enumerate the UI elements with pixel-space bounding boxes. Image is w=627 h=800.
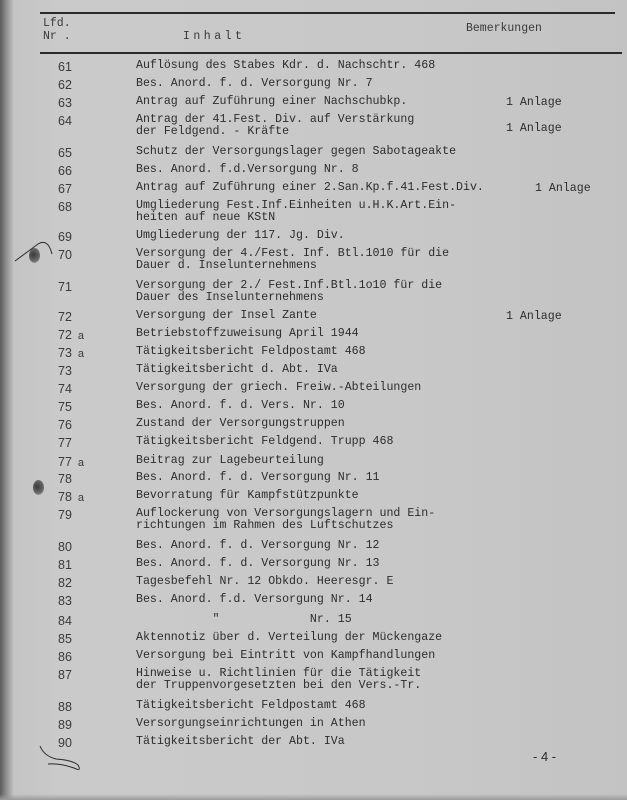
entry-number [58,650,98,664]
entry-content [136,248,449,272]
entry-content-line: Antrag auf Zuführung einer 2.San.Kp.f.41.Fest.Div. [136,181,484,194]
entry-content-line: Tätigkeitsbericht d. Abt. IVa [136,363,338,376]
entry-content-line: Auflösung des Stabes Kdr. d. Nachschtr. 468 [136,59,436,72]
entry-content-line: Tätigkeitsbericht Feldgend. Trupp 468 [136,435,394,448]
entry-content-line: Aktennotiz über d. Verteilung der Mückengaze [136,631,443,644]
entry-content [136,200,456,224]
entry-number-value: 63 [58,96,72,110]
entry-content-line: Dauer d. Inselunternehmens [136,259,317,272]
entry-number-value: 69 [58,230,72,244]
entry-content-line: Versorgung bei Eintritt von Kampfhandlungen [136,649,436,662]
entry-content-line: der Truppenvorgesetzten bei den Vers.-Tr. [136,679,422,692]
entry-content [136,96,407,108]
entry-number [58,96,98,110]
entry-number-value: 73 [58,346,72,360]
entry-number [58,310,98,324]
entry-content-line: " Nr. 15 [136,613,352,626]
entry-content [136,328,359,340]
entry-number-value: 87 [58,668,72,682]
entry-number-value: 80 [58,540,72,554]
entry-content-line: Bes. Anord. f. d. Versorgung Nr. 12 [136,539,380,552]
entry-number [58,382,98,396]
entry-content [136,455,324,467]
entry-content [136,632,442,644]
entry-number-value: 78 [58,490,72,504]
punch-hole [29,248,40,263]
entry-suffix: a [77,457,85,469]
entry-content [136,490,359,502]
entry-content-line: Auflockerung von Versorgungslagern und Ein- [136,507,436,520]
top-rule [40,12,615,14]
entry-content [136,508,435,532]
entry-content [136,164,359,176]
entry-content [136,436,393,448]
entry-number [58,364,98,378]
entry-number-value: 72 [58,310,72,324]
entry-number-value: 84 [58,614,72,628]
entry-content [136,146,456,158]
entry-remark: 1 Anlage [506,96,562,109]
entry-content [136,60,435,72]
entry-content [136,364,338,376]
entry-number [58,736,98,750]
header-inhalt: Inhalt [183,30,246,43]
entry-number-value: 61 [58,60,72,74]
entry-content-line: Hinweise u. Richtlinien für die Tätigkeit [136,667,422,680]
entry-number [58,78,98,92]
entry-content-line: Versorgung der 2./ Fest.Inf.Btl.1o10 für die [136,279,443,292]
entry-content-line: richtungen im Rahmen des Luftschutzes [136,519,394,532]
entry-remark: 1 Anlage [506,122,562,135]
entry-number [58,418,98,432]
entry-content-line: Bes. Anord. f. d. Vers. Nr. 10 [136,399,345,412]
entry-content [136,558,380,570]
entry-content [136,472,380,484]
header-rule [40,52,622,54]
entry-number [58,718,98,732]
entry-content-line: Versorgung der Insel Zante [136,309,317,322]
entry-number-value: 66 [58,164,72,178]
entry-number [58,540,98,554]
entry-suffix: a [77,492,85,504]
entry-content [136,736,345,748]
entry-content-line: Tagesbefehl Nr. 12 Obkdo. Heeresgr. E [136,575,394,588]
entry-number [58,182,98,196]
entry-number-value: 86 [58,650,72,664]
entry-number-value: 70 [58,248,72,262]
entry-number-value: 76 [58,418,72,432]
entry-content-line: Versorgung der griech. Freiw.-Abteilungen [136,381,422,394]
entry-content-line: Versorgung der 4./Fest. Inf. Btl.1010 für die [136,247,450,260]
entry-number [58,614,98,628]
entry-content [136,230,345,242]
entry-number [58,146,98,160]
entry-number-value: 73 [58,364,72,378]
entry-number-value: 82 [58,576,72,590]
entry-content-line: Tätigkeitsbericht Feldpostamt 468 [136,345,366,358]
entry-number [58,558,98,572]
header-lfd: Lfd. [43,17,71,30]
entry-number [58,346,98,360]
entry-number-value: 67 [58,182,72,196]
entry-content-line: Schutz der Versorgungslager gegen Sabotageakte [136,145,457,158]
entry-content [136,576,393,588]
entry-number [58,200,98,214]
entry-content-line: Umgliederung der 117. Jg. Div. [136,229,345,242]
entry-number-value: 90 [58,736,72,750]
entry-content-line: Bes. Anord. f.d.Versorgung Nr. 8 [136,163,359,176]
entry-content-line: Bevorratung für Kampfstützpunkte [136,489,359,502]
entry-number [58,490,98,504]
entry-remark: 1 Anlage [535,182,591,195]
entry-number-value: 62 [58,78,72,92]
entry-content-line: Bes. Anord. f. d. Versorgung Nr. 13 [136,557,380,570]
entry-content [136,346,366,358]
entry-number-value: 72 [58,328,72,342]
entry-content [136,540,380,552]
entry-number [58,472,98,486]
entry-number [58,400,98,414]
entry-number [58,328,98,342]
entry-number [58,248,98,262]
entry-number [58,164,98,178]
entry-number-value: 79 [58,508,72,522]
entry-content [136,718,366,730]
header-bemerkungen: Bemerkungen [466,22,542,35]
entry-content [136,614,352,626]
punch-hole [33,480,44,495]
entry-suffix: a [77,330,85,342]
entry-content-line: Versorgungseinrichtungen in Athen [136,717,366,730]
entry-number [58,576,98,590]
entry-number-value: 74 [58,382,72,396]
entry-content [136,400,345,412]
entry-content-line: Tätigkeitsbericht Feldpostamt 468 [136,699,366,712]
entry-number-value: 68 [58,200,72,214]
entry-suffix: a [77,348,85,360]
entry-content [136,650,435,662]
entry-content-line: heiten auf neue KStN [136,211,276,224]
entry-number [58,114,98,128]
entry-content-line: Bes. Anord. f. d. Versorgung Nr. 11 [136,471,380,484]
entry-content [136,182,484,194]
entry-number [58,280,98,294]
entry-content [136,700,366,712]
entry-number-value: 65 [58,146,72,160]
entry-number [58,230,98,244]
entry-number [58,594,98,608]
entry-number [58,455,98,469]
entry-content [136,78,373,90]
header-nr: Nr . [43,30,71,43]
entry-content [136,668,421,692]
entry-number [58,632,98,646]
entry-content-line: Dauer des Inselunternehmens [136,291,324,304]
entry-number-value: 89 [58,718,72,732]
entry-content [136,280,442,304]
entry-content-line: Zustand der Versorgungstruppen [136,417,345,430]
entry-content [136,114,414,138]
entry-number-value: 81 [58,558,72,572]
entry-content-line: Umgliederung Fest.Inf.Einheiten u.H.K.Art.Ein- [136,199,457,212]
entry-number-value: 78 [58,472,72,486]
page-number: - 4 - [533,749,557,764]
entry-content-line: Bes. Anord. f. d. Versorgung Nr. 7 [136,77,373,90]
entry-number-value: 77 [58,436,72,450]
entry-content [136,310,317,322]
entry-content-line: Antrag auf Zuführung einer Nachschubkp. [136,95,408,108]
entry-content-line: Beitrag zur Lagebeurteilung [136,454,324,467]
entry-number-value: 88 [58,700,72,714]
entry-content-line: Betriebstoffzuweisung April 1944 [136,327,359,340]
entry-number [58,508,98,522]
entry-remark: 1 Anlage [506,310,562,323]
entry-number-value: 75 [58,400,72,414]
entry-number [58,60,98,74]
entry-content [136,418,345,430]
entry-content [136,594,373,606]
entry-number-value: 71 [58,280,72,294]
entry-number-value: 77 [58,455,72,469]
entry-content-line: der Feldgend. - Kräfte [136,125,290,138]
entry-content-line: Bes. Anord. f.d. Versorgung Nr. 14 [136,593,373,606]
entry-number [58,668,98,682]
entry-content-line: Antrag der 41.Fest. Div. auf Verstärkung [136,113,415,126]
entry-number-value: 85 [58,632,72,646]
entry-number-value: 83 [58,594,72,608]
entry-number [58,436,98,450]
entry-number [58,700,98,714]
entry-content [136,382,421,394]
entry-number-value: 64 [58,114,72,128]
entry-content-line: Tätigkeitsbericht der Abt. IVa [136,735,345,748]
